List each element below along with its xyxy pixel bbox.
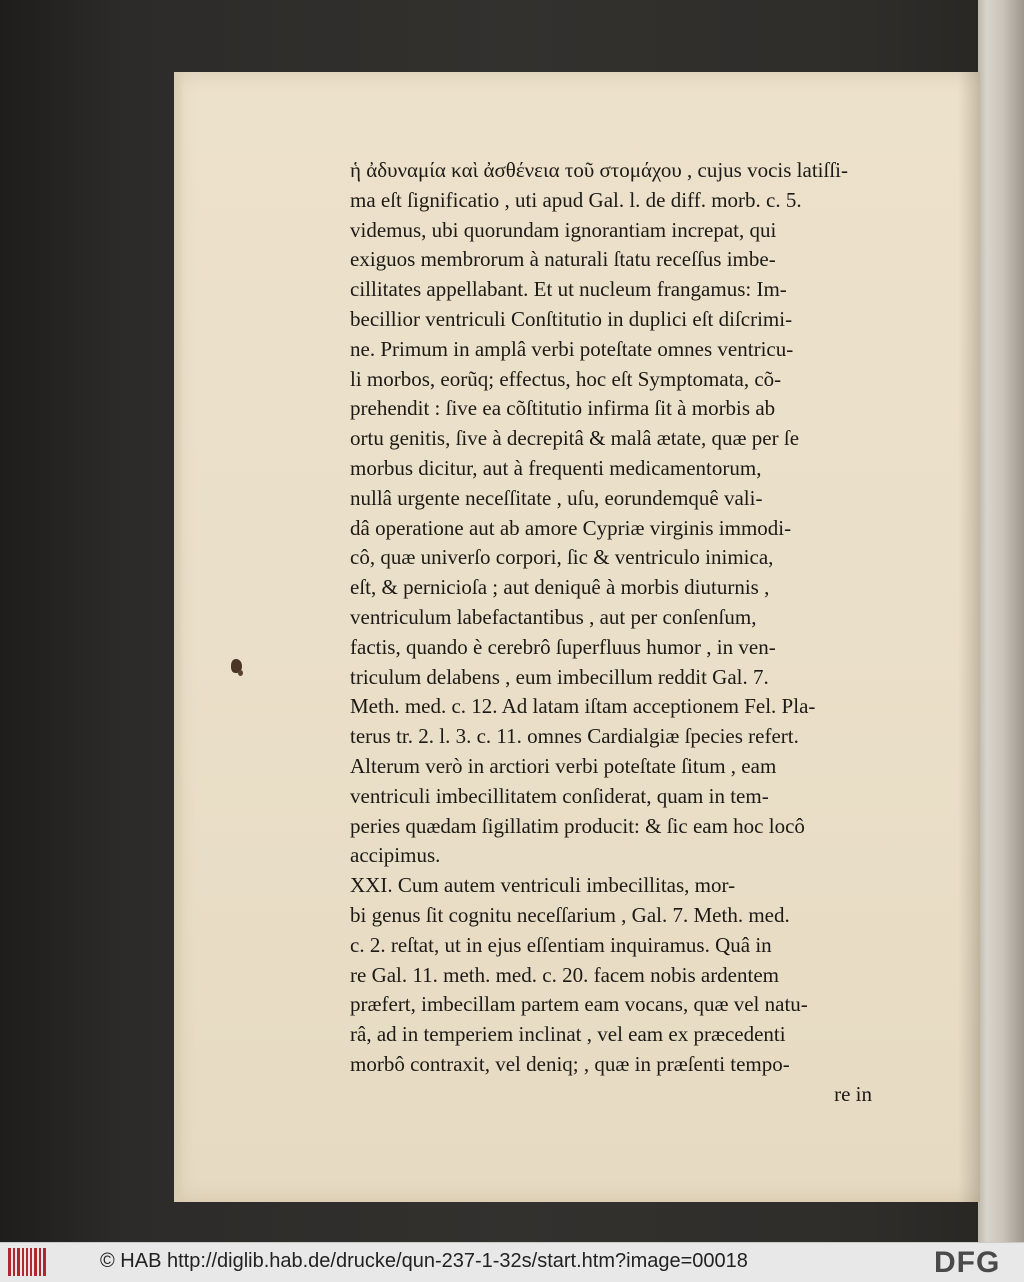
copyright-link[interactable]: © HAB http://diglib.hab.de/drucke/qun-237-1-32s/start.htm?image=00018 [100,1250,748,1272]
text-line: factis, quando è cerebrô ſuperfluus humor , in ven- [350,634,776,659]
text-line: becillior ventriculi Conſtitutio in duplici eſt diſcrimi- [350,306,793,331]
text-line: re Gal. 11. meth. med. c. 20. facem nobis ardentem [350,962,779,987]
text-line: eſt, & pernicioſa ; aut deniquê à morbis diuturnis , [350,575,770,600]
text-line: peries quædam ſigillatim producit: & ſic eam hoc locô [350,813,805,838]
dfg-logo[interactable]: DFG [934,1246,1001,1279]
text-line: ortu genitis, ſive à decrepitâ & malâ ætate, quæ per ſe [350,426,800,451]
page-gutter [174,72,184,1202]
book-edge [978,0,1024,1242]
text-line: ne. Primum in amplâ verbi poteſtate omnes ventricu- [350,336,794,361]
text-line: morbus dicitur, aut à frequenti medicamentorum, [350,455,762,480]
text-line: ventriculi imbecillitatem conſiderat, quam in tem- [350,783,769,808]
text-line: râ, ad in temperiem inclinat , vel eam ex præcedenti [350,1022,786,1047]
text-line: c. 2. reſtat, ut in ejus eſſentiam inquiramus. Quâ in [350,932,772,957]
text-line: ventriculum labefactantibus , aut per conſenſum, [350,604,757,629]
page-text [350,156,880,1110]
catchword: re in [834,1081,872,1106]
text-line: ἡ ἀδυναμία καὶ ἀσθένεια τοῦ στομάχου , cujus vocis latiſſi- [350,158,848,182]
text-line: triculum delabens , eum imbecillum reddit Gal. 7. [350,664,769,689]
text-line: cô, quæ univerſo corpori, ſic & ventriculo inimica, [350,545,774,570]
text-line: bi genus ſit cognitu neceſſarium , Gal. 7. Meth. med. [350,902,790,927]
text-line: videmus, ubi quorundam ignorantiam increpat, qui [350,217,777,242]
hab-barcode-logo-icon[interactable] [8,1248,46,1276]
text-line: exiguos membrorum à naturali ſtatu receſſus imbe- [350,247,776,272]
text-line: Meth. med. c. 12. Ad latam iſtam acceptionem Fel. Pla- [350,694,816,719]
text-line: Alterum verò in arctiori verbi poteſtate ſitum , eam [350,753,777,778]
text-line: cillitates appellabant. Et ut nucleum frangamus: Im- [350,277,787,302]
text-line: dâ operatione aut ab amore Cypriæ virginis immodi- [350,515,792,540]
text-line: terus tr. 2. l. 3. c. 11. omnes Cardialgiæ ſpecies refert. [350,724,799,749]
text-line: accipimus. [350,843,441,868]
text-line: nullâ urgente neceſſitate , uſu, eorundemquê vali- [350,485,763,510]
ink-stain-small [238,670,243,676]
text-line: ma eſt ſignificatio , uti apud Gal. l. de diff. morb. c. 5. [350,187,802,212]
text-line: morbô contraxit, vel deniq; , quæ in præſenti tempo- [350,1051,790,1076]
text-line: li morbos, eorũq; effectus, hoc eſt Symptomata, cõ- [350,366,782,391]
page-shadow [958,72,980,1202]
text-line: XXI. Cum autem ventriculi imbecillitas, mor- [350,873,736,898]
text-line: præfert, imbecillam partem eam vocans, quæ vel natu- [350,992,808,1017]
viewer-footer [0,1242,1024,1282]
text-line: prehendit : ſive ea cõſtitutio infirma ſit à morbis ab [350,396,776,421]
